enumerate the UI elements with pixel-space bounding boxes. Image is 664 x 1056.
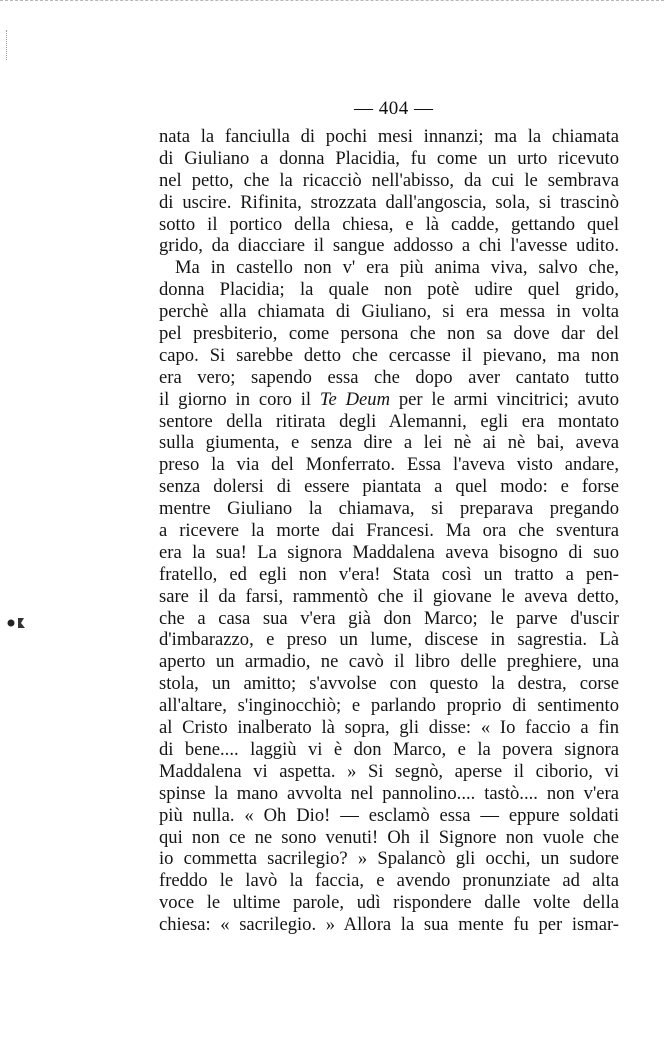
text-line: a ricevere la morte dai Francesi. Ma ora che sventura bbox=[159, 520, 619, 542]
page-top-edge bbox=[0, 0, 664, 7]
text-line: perchè alla chiamata di Giuliano, si era messa in volta bbox=[159, 301, 619, 323]
text-line: voce le ultime parole, udì rispondere dalle volte della bbox=[159, 892, 619, 914]
text-line: io commetta sacrilegio? » Spalancò gli occhi, un sudore bbox=[159, 848, 619, 870]
text-line: nel petto, che la ricacciò nell'abisso, da cui le sembrava bbox=[159, 169, 619, 191]
text-line: sare il da farsi, rammentò che il giovane le aveva detto, bbox=[159, 585, 619, 607]
text-run: il giorno in coro il bbox=[159, 388, 320, 410]
body-text bbox=[159, 126, 619, 936]
text-line: qui non ce ne sono venuti! Oh il Signore non vuole che bbox=[159, 826, 619, 848]
text-line: Maddalena vi aspetta. » Si segnò, aperse il ciborio, vi bbox=[159, 760, 619, 782]
italic-title: Te Deum bbox=[319, 388, 390, 410]
text-line: aperto un armadio, ne cavò il libro delle preghiere, una bbox=[159, 651, 619, 673]
text-line: donna Placidia; la quale non potè udire quel grido, bbox=[159, 279, 619, 301]
text-line: era la sua! La signora Maddalena aveva bisogno di suo bbox=[159, 541, 619, 563]
text-line: preso la via del Monferrato. Essa l'aveva visto andare, bbox=[159, 454, 619, 476]
text-line: spinse la mano avvolta nel pannolino.... tastò.... non v'era bbox=[159, 782, 619, 804]
text-line: sentore della ritirata degli Alemanni, egli era montato bbox=[159, 410, 619, 432]
text-line-paragraph-start: Ma in castello non v' era più anima viva, salvo che, bbox=[175, 257, 619, 279]
text-line: al Cristo inalberato là sopra, gli disse: « Io faccio a fin bbox=[159, 717, 619, 739]
text-line: più nulla. « Oh Dio! — esclamò essa — eppure soldati bbox=[159, 804, 619, 826]
text-line: di uscire. Rifinita, strozzata dall'angoscia, sola, si trascinò bbox=[159, 191, 619, 213]
text-line: grido, da diacciare il sangue addosso a chi l'avesse udito. bbox=[159, 235, 619, 257]
text-line: di bene.... laggiù vi è don Marco, e la povera signora bbox=[159, 738, 619, 760]
text-line: sulla giumenta, e senza dire a lei nè ai nè bai, aveva bbox=[159, 432, 619, 454]
text-line: all'altare, s'inginocchiò; e parlando proprio di sentimento bbox=[159, 695, 619, 717]
text-line: nata la fanciulla di pochi mesi innanzi; ma la chiamata bbox=[159, 126, 619, 147]
page-number: — 404 — bbox=[354, 98, 434, 119]
page-margin-specks bbox=[6, 30, 9, 60]
text-line: fratello, ed egli non v'era! Stata così un tratto a pen- bbox=[159, 563, 619, 585]
text-line: freddo le lavò la faccia, e avendo pronunziate ad alta bbox=[159, 870, 619, 892]
text-line: d'imbarazzo, e preso un lume, discese in sagrestia. Là bbox=[159, 629, 619, 651]
text-line: senza dolersi di essere piantata a quel modo: e forse bbox=[159, 476, 619, 498]
text-line-with-italic bbox=[159, 389, 619, 411]
text-line: sotto il portico della chiesa, e là cadde, gettando quel bbox=[159, 213, 619, 235]
text-line: chiesa: « sacrilegio. » Allora la sua mente fu per ismar- bbox=[159, 914, 619, 936]
text-line: che a casa sua v'era già don Marco; le parve d'uscir bbox=[159, 607, 619, 629]
binding-mark-icon bbox=[6, 615, 28, 631]
text-run: per le armi vincitrici; avuto bbox=[390, 388, 619, 410]
text-line: capo. Si sarebbe detto che cercasse il pievano, ma non bbox=[159, 344, 619, 366]
text-line: mentre Giuliano la chiamava, si preparava pregando bbox=[159, 498, 619, 520]
text-line: di Giuliano a donna Placidia, fu come un urto ricevuto bbox=[159, 147, 619, 169]
text-line: pel presbiterio, come persona che non sa dove dar del bbox=[159, 323, 619, 345]
text-line: era vero; sapendo essa che dopo aver cantato tutto bbox=[159, 366, 619, 388]
text-line: stola, un amitto; s'avvolse con questo la destra, corse bbox=[159, 673, 619, 695]
